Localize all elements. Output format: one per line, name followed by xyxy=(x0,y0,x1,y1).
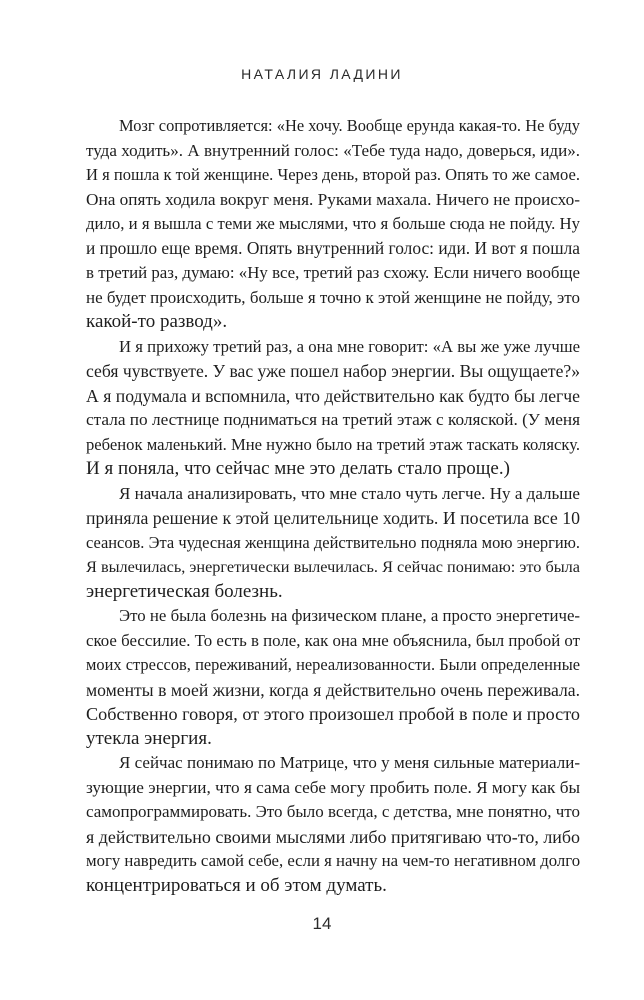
text-line: Это не была болезнь на физическом плане, а просто энергетиче- xyxy=(119,606,580,625)
running-head-author: НАТАЛИЯ ЛАДИНИ xyxy=(241,66,403,82)
paragraph xyxy=(86,751,580,898)
text-line: сеансов. Эта чудесная женщина действительно подняла мою энергию. xyxy=(86,532,580,552)
text-line: могу навредить самой себе, если я начну на чем-то негативном долго xyxy=(86,851,581,870)
text-line: туда ходить». А внутренний голос: «Тебе туда надо, доверься, иди». xyxy=(86,140,580,160)
text-line: в третий раз, думаю: «Ну все, третий раз схожу. Если ничего вообще xyxy=(86,263,580,282)
body-text xyxy=(86,114,580,898)
paragraph xyxy=(86,335,580,482)
text-line: Я вылечилась, энергетически вылечилась. Я сейчас понимаю: это была xyxy=(86,558,580,576)
page-number: 14 xyxy=(312,914,332,933)
text-line: Я начала анализировать, что мне стало чуть легче. Ну а дальше xyxy=(119,483,580,503)
text-line: энергетическая болезнь. xyxy=(86,580,283,602)
paragraph xyxy=(86,604,580,751)
text-line: зующие энергии, что я сама себе могу пробить поле. Я могу как бы xyxy=(86,777,580,797)
paragraph xyxy=(86,482,580,605)
text-line: А я подумала и вспомнила, что действительно как будто бы легче xyxy=(86,385,580,406)
text-line: утекла энергия. xyxy=(86,727,212,749)
text-line: ское бессилие. То есть в поле, как она мне объяснила, был пробой от xyxy=(86,630,580,650)
text-line: себя чувствуете. У вас уже пошел набор энергии. Вы ощущаете?» xyxy=(86,361,580,381)
text-line: И я пошла к той женщине. Через день, второй раз. Опять то же самое. xyxy=(86,165,580,184)
text-line: не будет происходить, больше я точно к этой женщине не пойду, это xyxy=(86,287,580,307)
text-line: какой-то развод». xyxy=(86,311,228,332)
text-line: моих стрессов, переживаний, нереализованности. Были определенные xyxy=(86,655,580,674)
text-line: И я поняла, что сейчас мне это делать стало проще.) xyxy=(86,458,510,479)
text-line: И я прихожу третий раз, а она мне говорит: «А вы же уже лучше xyxy=(119,336,580,356)
text-line: концентрироваться и об этом думать. xyxy=(86,874,387,896)
text-line: Собственно говоря, от этого произошел пробой в поле и просто xyxy=(86,704,580,724)
text-line: приняла решение к этой целительнице ходить. И посетила все 10 xyxy=(86,508,580,528)
text-line: дило, и я вышла с теми же мыслями, что я больше сюда не пойду. Ну xyxy=(86,214,580,233)
text-line: и прошло еще время. Опять внутренний голос: иди. И вот я пошла xyxy=(86,238,580,258)
text-line: Мозг сопротивляется: «Не хочу. Вообще ерунда какая-то. Не буду xyxy=(119,116,580,135)
text-line: ребенок маленький. Мне нужно было на третий этаж таскать коляску. xyxy=(86,434,580,454)
text-line: Она опять ходила вокруг меня. Руками махала. Ничего не происхо- xyxy=(86,189,580,209)
text-line: Я сейчас понимаю по Матрице, что у меня сильные материали- xyxy=(119,753,580,772)
text-line: стала по лестнице подниматься на третий этаж с коляской. (У меня xyxy=(86,410,581,429)
paragraph xyxy=(86,114,580,335)
text-line: я действительно своими мыслями либо притягиваю что-то, либо xyxy=(86,826,580,847)
text-line: моменты в моей жизни, когда я действительно очень переживала. xyxy=(86,679,580,700)
text-line: самопрограммировать. Это было всегда, с детства, мне понятно, что xyxy=(86,802,580,821)
